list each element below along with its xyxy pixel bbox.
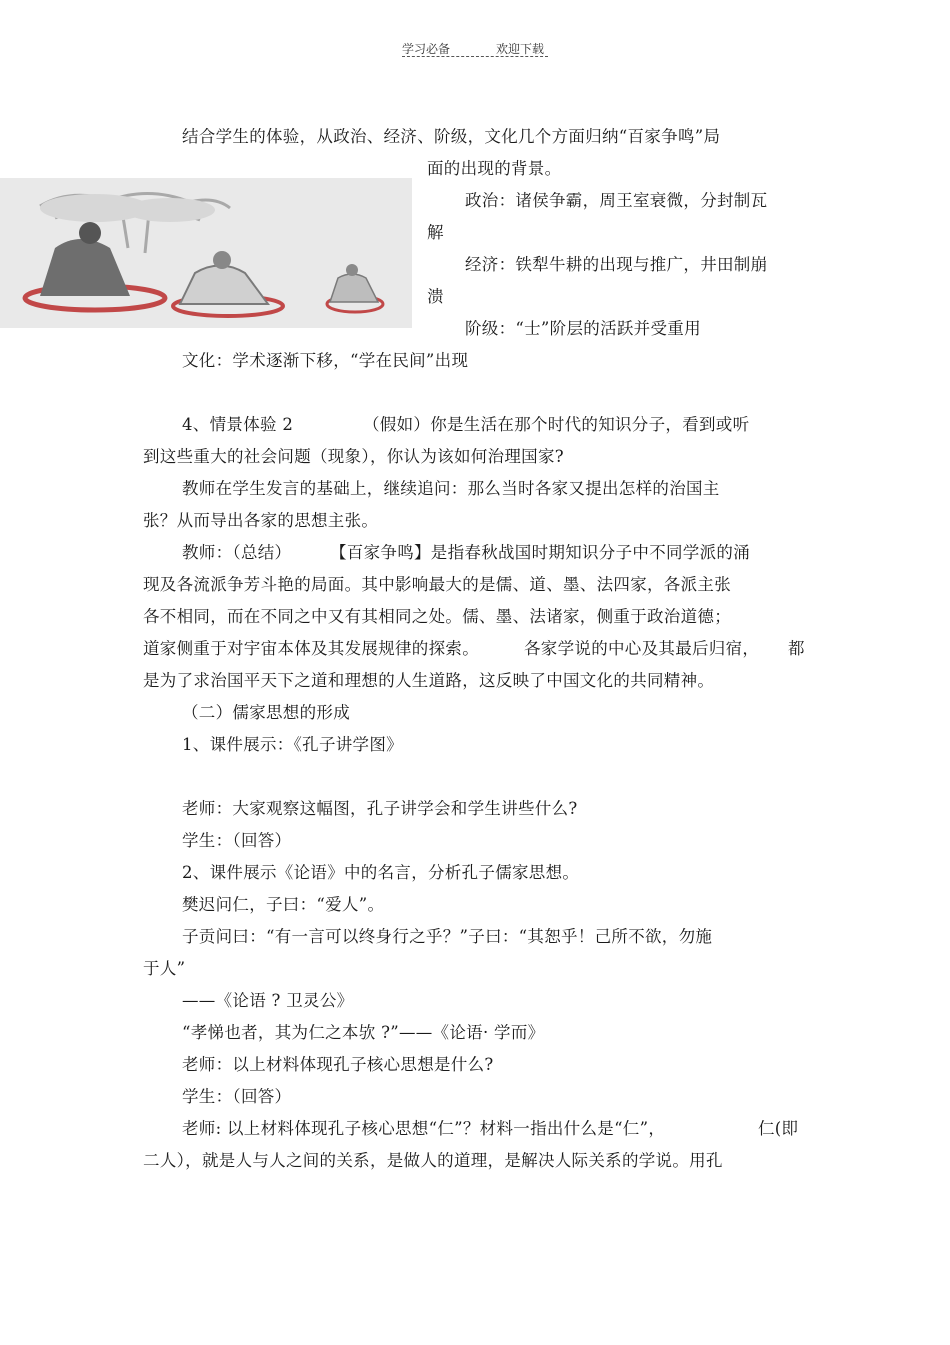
page-header: [402, 40, 548, 58]
text-line: 【百家争鸣】是指春秋战国时期知识分子中不同学派的涌: [330, 543, 750, 562]
text-line: “孝悌也者，其为仁之本欤 ?”——《论语· 学而》: [182, 1023, 545, 1042]
text-line: 樊迟问仁，子曰：“爱人”。: [182, 895, 385, 914]
text-line: 1、课件展示：《孔子讲学图》: [182, 735, 403, 754]
text-line: 子贡问曰：“有一言可以终身行之乎？”子曰：“其恕乎！己所不欲，勿施: [182, 927, 713, 946]
text-line: 阶级：“士”阶层的活跃并受重用: [465, 319, 701, 338]
text-line: 现及各流派争芳斗艳的局面。其中影响最大的是儒、道、墨、法四家，各派主张: [143, 575, 731, 594]
text-line: ——《论语 ? 卫灵公》: [182, 991, 354, 1010]
text-line: 于人”: [143, 959, 186, 978]
header-dashed-rule: [402, 56, 548, 57]
header-right-text: 欢迎下载: [496, 42, 545, 56]
text-line: 都: [788, 639, 805, 658]
text-line: 老师：大家观察这幅图，孔子讲学会和学生讲些什么?: [182, 799, 578, 818]
header-left-text: 学习必备: [402, 42, 451, 56]
text-line: 老师：以上材料体现孔子核心思想是什么?: [182, 1055, 494, 1074]
text-line: 各不相同，而在不同之中又有其相同之处。儒、墨、法诸家，侧重于政治道德；: [143, 607, 731, 626]
text-line: （二）儒家思想的形成: [182, 703, 350, 722]
confucius-teaching-illustration-icon: [0, 178, 412, 328]
text-line: 政治：诸侯争霸，周王室衰微，分封制瓦: [465, 191, 768, 210]
text-line: 张？从而导出各家的思想主张。: [143, 511, 379, 530]
text-line: 文化：学术逐渐下移，“学在民间”出现: [182, 351, 469, 370]
text-line: 二人），就是人与人之间的关系，是做人的道理，是解决人际关系的学说。用孔: [143, 1151, 723, 1170]
text-line: 仁(即: [758, 1119, 799, 1138]
text-line: 溃: [427, 287, 444, 306]
text-line: 是为了求治国平天下之道和理想的人生道路，这反映了中国文化的共同精神。: [143, 671, 715, 690]
text-line: （假如）你是生活在那个时代的知识分子，看到或听: [363, 415, 750, 434]
text-line: 老师: 以上材料体现孔子核心思想“仁”？材料一指出什么是“仁”，: [182, 1119, 666, 1138]
text-line: 面的出现的背景。: [427, 159, 562, 178]
text-line: 2、课件展示《论语》中的名言，分析孔子儒家思想。: [182, 863, 580, 882]
text-line: 经济：铁犁牛耕的出现与推广，井田制崩: [465, 255, 768, 274]
text-line: 4、情景体验 2: [182, 415, 294, 434]
text-line: 到这些重大的社会问题（现象），你认为该如何治理国家?: [143, 447, 564, 466]
text-line: 各家学说的中心及其最后归宿，: [524, 639, 760, 658]
text-line: 结合学生的体验，从政治、经济、阶级，文化几个方面归纳“百家争鸣”局: [182, 127, 721, 146]
text-line: 教师在学生发言的基础上，继续追问：那么当时各家又提出怎样的治国主: [182, 479, 720, 498]
text-line: 解: [427, 223, 444, 242]
text-line: 教师：（总结）: [182, 543, 292, 562]
text-line: 学生：（回答）: [182, 831, 292, 850]
text-line: 道家侧重于对宇宙本体及其发展规律的探索。: [143, 639, 479, 658]
text-line: 学生：（回答）: [182, 1087, 292, 1106]
